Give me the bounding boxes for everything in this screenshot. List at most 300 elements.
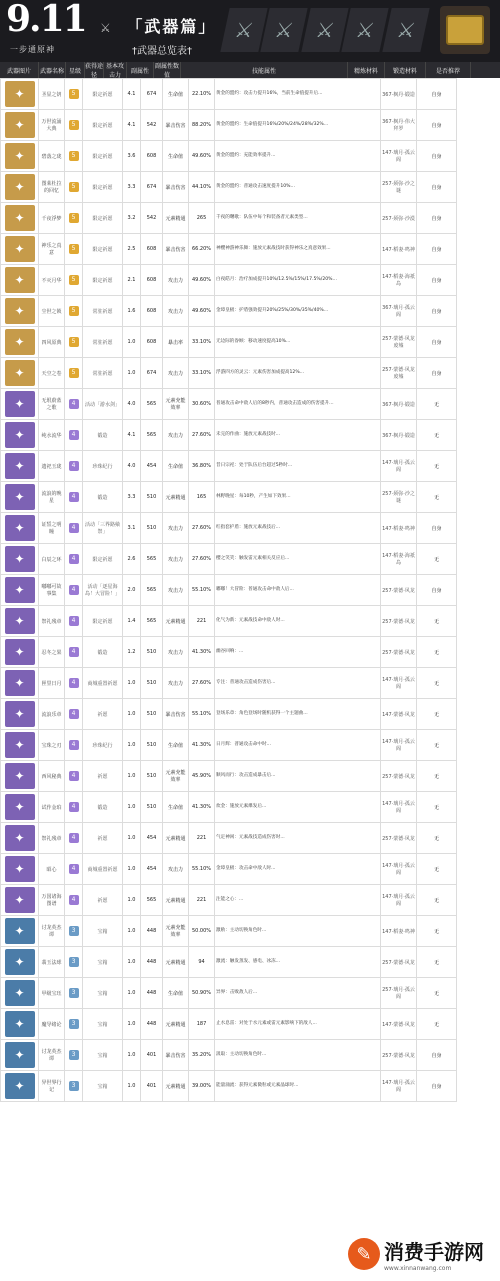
weapon-image — [1, 172, 39, 203]
substat-value: 88.20% — [189, 110, 215, 141]
base-value: 1.0 — [123, 854, 141, 885]
rank-badge — [65, 606, 83, 637]
substat-value: 30.60% — [189, 389, 215, 420]
passive-text: 化气为新：元素战技命中敌人时... — [215, 606, 381, 637]
weapon-icon: ✦ — [5, 949, 35, 975]
rank-badge — [65, 420, 83, 451]
base-value: 1.0 — [123, 1009, 141, 1040]
material: 147·蒙德·风龙 — [381, 1009, 417, 1040]
rank-icon: 3 — [69, 957, 79, 967]
weapon-name: 天空之卷 — [39, 358, 65, 389]
table-row — [1, 1071, 500, 1102]
source: 限定祈愿 — [83, 79, 123, 110]
weapon-image — [1, 978, 39, 1009]
substat: 暴击伤害 — [163, 110, 189, 141]
substat-value: 41.30% — [189, 637, 215, 668]
weapon-image — [1, 730, 39, 761]
rank-badge — [65, 761, 83, 792]
weapon-icon: ✦ — [5, 484, 35, 510]
rank-icon: 3 — [69, 988, 79, 998]
recommend: 无 — [417, 699, 457, 730]
base-attack: 510 — [141, 761, 163, 792]
treasure-chest-icon — [440, 6, 490, 54]
sword-icon: ⚔ — [382, 8, 430, 52]
weapon-icon: ✦ — [5, 453, 35, 479]
page-subtitle: †武器总览表† — [132, 46, 192, 57]
weapon-name: 西风秘典 — [39, 761, 65, 792]
substat-value: 49.60% — [189, 265, 215, 296]
rank-badge — [65, 482, 83, 513]
material: 367·璃月·孤云阁 — [381, 296, 417, 327]
rank-badge — [65, 203, 83, 234]
weapon-icon: ✦ — [5, 298, 35, 324]
weapon-name: 千夜浮梦 — [39, 203, 65, 234]
source: 宝箱 — [83, 1040, 123, 1071]
table-row — [1, 916, 500, 947]
base-attack: 608 — [141, 327, 163, 358]
substat: 元素充能效率 — [163, 389, 189, 420]
material: 147·稻妻·鸣神 — [381, 916, 417, 947]
weapon-name: 流浪乐章 — [39, 699, 65, 730]
source: 常驻祈愿 — [83, 358, 123, 389]
weapon-image — [1, 420, 39, 451]
substat-value: 66.20% — [189, 234, 215, 265]
passive-text: 专注：普通攻击造成伤害后... — [215, 668, 381, 699]
column-header: 是否推荐 — [426, 62, 471, 78]
source: 珍珠纪行 — [83, 730, 123, 761]
rank-icon: 4 — [69, 647, 79, 657]
base-attack: 565 — [141, 420, 163, 451]
weapon-icon: ✦ — [5, 608, 35, 634]
sword-icon: ⚔ — [342, 8, 390, 52]
weapon-icon: ✦ — [5, 515, 35, 541]
base-attack: 608 — [141, 234, 163, 265]
recommend: 自身 — [417, 265, 457, 296]
recommend: 无 — [417, 761, 457, 792]
substat-value: 22.10% — [189, 79, 215, 110]
base-attack: 608 — [141, 141, 163, 172]
weapon-name: 试作金珀 — [39, 792, 65, 823]
substat: 暴击伤害 — [163, 172, 189, 203]
substat: 元素精通 — [163, 482, 189, 513]
weapon-icon: ✦ — [5, 422, 35, 448]
substat-value: 165 — [189, 482, 215, 513]
passive-text: 激流：触发蒸发、感电、冰冻... — [215, 947, 381, 978]
substat: 暴击伤害 — [163, 699, 189, 730]
weapon-icon: ✦ — [5, 763, 35, 789]
base-value: 2.5 — [123, 234, 141, 265]
weapon-name: 无垠蔚蓝之歌 — [39, 389, 65, 420]
weapon-name: 纯水流华 — [39, 420, 65, 451]
base-attack: 454 — [141, 823, 163, 854]
base-value: 1.0 — [123, 730, 141, 761]
rank-badge — [65, 1040, 83, 1071]
table-row — [1, 668, 500, 699]
rank-badge — [65, 1009, 83, 1040]
table-row — [1, 389, 500, 420]
weapon-name: 异世界行记 — [39, 1071, 65, 1102]
recommend: 自身 — [417, 575, 457, 606]
rank-badge — [65, 79, 83, 110]
weapon-icon: ✦ — [5, 1011, 35, 1037]
base-value: 4.1 — [123, 110, 141, 141]
substat-value: 55.10% — [189, 575, 215, 606]
source: 限定祈愿 — [83, 544, 123, 575]
passive-text: 无边际的眷顾：移动速度提高10%... — [215, 327, 381, 358]
weapon-name: 甲级宝珏 — [39, 978, 65, 1009]
table-row — [1, 947, 500, 978]
substat: 元素精通 — [163, 947, 189, 978]
base-attack: 542 — [141, 203, 163, 234]
weapon-name: 碧落之珑 — [39, 141, 65, 172]
substat: 攻击力 — [163, 854, 189, 885]
substat: 攻击力 — [163, 420, 189, 451]
weapon-name: 讨龙英杰谭 — [39, 916, 65, 947]
weapon-icon: ✦ — [5, 360, 35, 386]
base-value: 1.0 — [123, 327, 141, 358]
recommend: 无 — [417, 730, 457, 761]
weapon-icon: ✦ — [5, 205, 35, 231]
base-attack: 401 — [141, 1071, 163, 1102]
weapon-name: 宝珠之刃 — [39, 730, 65, 761]
base-value: 1.0 — [123, 947, 141, 978]
rank-badge — [65, 730, 83, 761]
table-row — [1, 265, 500, 296]
source: 常驻祈愿 — [83, 327, 123, 358]
material: 257·须弥·沙之谜 — [381, 482, 417, 513]
weapon-banner-strip — [225, 8, 425, 52]
material: 257·蒙德·风龙废墟 — [381, 327, 417, 358]
base-value: 1.2 — [123, 637, 141, 668]
base-value: 3.3 — [123, 172, 141, 203]
weapon-name: 图莱杜拉的回忆 — [39, 172, 65, 203]
rank-badge — [65, 296, 83, 327]
recommend: 自身 — [417, 358, 457, 389]
passive-text: 黄金的盟约：生命值提升16%/20%/24%/28%/32%... — [215, 110, 381, 141]
weapon-icon: ✦ — [5, 174, 35, 200]
material: 147·璃月·孤云阁 — [381, 730, 417, 761]
passive-text: 黄金的盟约：攻击力提升16%，当前生命值提升后... — [215, 79, 381, 110]
weapon-icon: ✦ — [5, 391, 35, 417]
substat: 攻击力 — [163, 668, 189, 699]
weapon-name: 魔导绪论 — [39, 1009, 65, 1040]
recommend: 无 — [417, 854, 457, 885]
substat: 攻击力 — [163, 637, 189, 668]
weapon-icon: ✦ — [5, 81, 35, 107]
table-row — [1, 358, 500, 389]
recommend: 自身 — [417, 203, 457, 234]
weapon-image — [1, 947, 39, 978]
rank-icon: 4 — [69, 585, 79, 595]
weapon-icon: ✦ — [5, 546, 35, 572]
base-attack: 510 — [141, 637, 163, 668]
column-header: 武器图片 — [0, 62, 39, 78]
substat-value: 50.90% — [189, 978, 215, 1009]
weapon-image — [1, 513, 39, 544]
substat: 元素精通 — [163, 606, 189, 637]
material: 257·蒙德·风龙 — [381, 637, 417, 668]
table-row — [1, 420, 500, 451]
base-value: 1.0 — [123, 978, 141, 1009]
rank-badge — [65, 544, 83, 575]
recommend: 无 — [417, 885, 457, 916]
table-row — [1, 172, 500, 203]
weapon-icon: ✦ — [5, 670, 35, 696]
weapon-image — [1, 575, 39, 606]
substat-value: 27.60% — [189, 668, 215, 699]
base-attack: 448 — [141, 947, 163, 978]
source: 常驻祈愿 — [83, 296, 123, 327]
column-header: 获得途径 — [85, 63, 104, 79]
source: 锻造 — [83, 420, 123, 451]
base-attack: 510 — [141, 699, 163, 730]
source: 限定祈愿 — [83, 203, 123, 234]
passive-text: 气定神闲：元素战技造成伤害时... — [215, 823, 381, 854]
base-attack: 565 — [141, 606, 163, 637]
base-attack: 542 — [141, 110, 163, 141]
material: 367·枫丹·锻造 — [381, 420, 417, 451]
passive-text: 金璋皇极：护盾强效提升20%/25%/30%/35%/40%... — [215, 296, 381, 327]
rank-badge — [65, 792, 83, 823]
base-value: 1.6 — [123, 296, 141, 327]
weapon-name: 匣里日月 — [39, 668, 65, 699]
rank-icon: 4 — [69, 461, 79, 471]
weapon-image — [1, 544, 39, 575]
rank-badge — [65, 1071, 83, 1102]
rank-badge — [65, 699, 83, 730]
material: 147·璃月·孤云阁 — [381, 451, 417, 482]
column-header: 基本攻击力 — [104, 62, 127, 78]
material: 257·蒙德·风龙 — [381, 575, 417, 606]
rank-icon: 4 — [69, 771, 79, 781]
rank-badge — [65, 358, 83, 389]
rank-icon: 4 — [69, 678, 79, 688]
weapon-icon: ✦ — [5, 1042, 35, 1068]
watermark-logo-icon: ✎ — [348, 1238, 380, 1270]
weapon-name: 神乐之真意 — [39, 234, 65, 265]
base-attack: 454 — [141, 854, 163, 885]
base-attack: 608 — [141, 265, 163, 296]
weapon-icon: ✦ — [5, 980, 35, 1006]
passive-text: 红指套护盾：施放元素战技后... — [215, 513, 381, 544]
passive-text: 注能之心：... — [215, 885, 381, 916]
passive-text: 浮游四方的灵云：元素伤害加成提高12%... — [215, 358, 381, 389]
source: 商城重置祈愿 — [83, 668, 123, 699]
weapon-image — [1, 265, 39, 296]
passive-text: 汲取：主动切换角色时... — [215, 1040, 381, 1071]
rank-badge — [65, 885, 83, 916]
weapon-icon: ✦ — [5, 112, 35, 138]
material: 367·枫丹·伟大拜罗 — [381, 110, 417, 141]
rank-badge — [65, 265, 83, 296]
source: 珍珠纪行 — [83, 451, 123, 482]
base-attack: 565 — [141, 389, 163, 420]
base-attack: 510 — [141, 482, 163, 513]
weapon-image — [1, 389, 39, 420]
base-attack: 510 — [141, 668, 163, 699]
column-header: 精炼材料 — [348, 62, 385, 78]
substat-value: 55.10% — [189, 699, 215, 730]
weapon-name: 白辰之环 — [39, 544, 65, 575]
weapon-image — [1, 885, 39, 916]
table-row — [1, 451, 500, 482]
passive-text: 激励：主动切换角色时... — [215, 916, 381, 947]
weapon-image — [1, 203, 39, 234]
substat: 元素精通 — [163, 1071, 189, 1102]
base-value: 1.4 — [123, 606, 141, 637]
weapon-image — [1, 451, 39, 482]
table-row — [1, 110, 500, 141]
substat-value: 27.60% — [189, 513, 215, 544]
weapon-icon: ✦ — [5, 856, 35, 882]
weapon-icon: ✦ — [5, 143, 35, 169]
source: 祈愿 — [83, 823, 123, 854]
substat: 元素精通 — [163, 203, 189, 234]
base-attack: 608 — [141, 296, 163, 327]
passive-text: 樱之笑笑：触发雷元素相关反应后... — [215, 544, 381, 575]
base-attack: 674 — [141, 358, 163, 389]
source: 活动「三界路飨祭」 — [83, 513, 123, 544]
weapon-image — [1, 606, 39, 637]
passive-text: 登场乐章：角色登场时随机获得一个主题曲... — [215, 699, 381, 730]
passive-text: 昔日宗祀：处于队伍后台超过5秒时... — [215, 451, 381, 482]
passive-text: 未完的作曲：施放元素战技时... — [215, 420, 381, 451]
rank-icon: 3 — [69, 1050, 79, 1060]
recommend: 自身 — [417, 296, 457, 327]
substat-value: 27.60% — [189, 544, 215, 575]
source: 祈愿 — [83, 761, 123, 792]
rank-icon: 3 — [69, 1081, 79, 1091]
rank-badge — [65, 947, 83, 978]
watermark: ✎ 消费手游网 www.xinnanwang.com — [348, 1232, 498, 1276]
base-attack: 674 — [141, 172, 163, 203]
substat-value: 33.10% — [189, 327, 215, 358]
weapon-image — [1, 141, 39, 172]
base-attack: 448 — [141, 916, 163, 947]
rank-badge — [65, 668, 83, 699]
substat: 元素精通 — [163, 823, 189, 854]
table-row — [1, 885, 500, 916]
substat: 暴击伤害 — [163, 234, 189, 265]
passive-text: 黄金的盟约：普通攻击速度提升10%... — [215, 172, 381, 203]
weapon-name: 证誓之明瞳 — [39, 513, 65, 544]
material: 147·稻妻·海祇岛 — [381, 265, 417, 296]
base-value: 2.0 — [123, 575, 141, 606]
source: 宝箱 — [83, 916, 123, 947]
weapon-image — [1, 482, 39, 513]
weapon-name: 万世流涌大典 — [39, 110, 65, 141]
substat: 攻击力 — [163, 575, 189, 606]
weapon-name: 流浪的晚星 — [39, 482, 65, 513]
base-attack: 565 — [141, 544, 163, 575]
sword-icon: ⚔ — [261, 8, 309, 52]
source: 锻造 — [83, 637, 123, 668]
passive-text: 顺风而行：攻击造成暴击后... — [215, 761, 381, 792]
weapon-name: 祭礼残章 — [39, 823, 65, 854]
weapon-icon: ✦ — [5, 267, 35, 293]
column-header: 技能属性 — [181, 62, 348, 78]
weapon-image — [1, 79, 39, 110]
rank-badge — [65, 637, 83, 668]
passive-text: 神樱神游神乐舞：施放元素战技时获得神乐之真意效果... — [215, 234, 381, 265]
rank-badge — [65, 451, 83, 482]
base-value: 1.0 — [123, 792, 141, 823]
passive-text: 嘟嘟！大冒险：普通攻击命中敌人后... — [215, 575, 381, 606]
substat-value: 27.60% — [189, 420, 215, 451]
passive-text: 异界：击败敌人后... — [215, 978, 381, 1009]
base-value: 3.3 — [123, 482, 141, 513]
weapon-image — [1, 296, 39, 327]
source: 限定祈愿 — [83, 265, 123, 296]
base-value: 1.0 — [123, 916, 141, 947]
rank-badge — [65, 823, 83, 854]
source: 祈愿 — [83, 699, 123, 730]
base-value: 1.0 — [123, 761, 141, 792]
weapon-image — [1, 792, 39, 823]
base-attack: 401 — [141, 1040, 163, 1071]
base-value: 1.0 — [123, 823, 141, 854]
weapon-icon: ✦ — [5, 918, 35, 944]
rank-badge — [65, 978, 83, 1009]
weapon-icon: ✦ — [5, 639, 35, 665]
table-row — [1, 606, 500, 637]
base-value: 1.0 — [123, 358, 141, 389]
substat-value: 55.10% — [189, 854, 215, 885]
substat: 攻击力 — [163, 513, 189, 544]
substat: 攻击力 — [163, 358, 189, 389]
material: 147·稻妻·鸣神 — [381, 513, 417, 544]
base-value: 1.0 — [123, 885, 141, 916]
rank-icon: 5 — [69, 89, 79, 99]
table-row — [1, 730, 500, 761]
base-value: 1.0 — [123, 668, 141, 699]
weapon-name: 四风原典 — [39, 327, 65, 358]
base-attack: 510 — [141, 730, 163, 761]
weapon-name: 昭心 — [39, 854, 65, 885]
substat-value: 33.10% — [189, 358, 215, 389]
passive-text: 金璋皇极：攻击命中敌人时... — [215, 854, 381, 885]
base-attack: 510 — [141, 513, 163, 544]
recommend: 自身 — [417, 513, 457, 544]
base-attack: 510 — [141, 792, 163, 823]
rank-icon: 4 — [69, 399, 79, 409]
table-row — [1, 699, 500, 730]
weapon-image — [1, 1040, 39, 1071]
material: 147·蒙德·风龙 — [381, 699, 417, 730]
base-value: 4.1 — [123, 420, 141, 451]
source: 限定祈愿 — [83, 110, 123, 141]
base-attack: 448 — [141, 978, 163, 1009]
weapon-image — [1, 761, 39, 792]
source: 限定祈愿 — [83, 141, 123, 172]
rank-icon: 5 — [69, 182, 79, 192]
passive-text: 黄金的盟约：充能效率提升... — [215, 141, 381, 172]
rank-badge — [65, 110, 83, 141]
rank-icon: 5 — [69, 120, 79, 130]
rank-icon: 3 — [69, 1019, 79, 1029]
weapon-image — [1, 1009, 39, 1040]
rank-icon: 4 — [69, 895, 79, 905]
base-value: 1.0 — [123, 1040, 141, 1071]
weapon-icon: ✦ — [5, 701, 35, 727]
recommend: 自身 — [417, 234, 457, 265]
weapon-image — [1, 110, 39, 141]
weapon-image — [1, 854, 39, 885]
table-row — [1, 761, 500, 792]
header-banner — [0, 0, 500, 62]
table-row — [1, 823, 500, 854]
recommend: 无 — [417, 823, 457, 854]
